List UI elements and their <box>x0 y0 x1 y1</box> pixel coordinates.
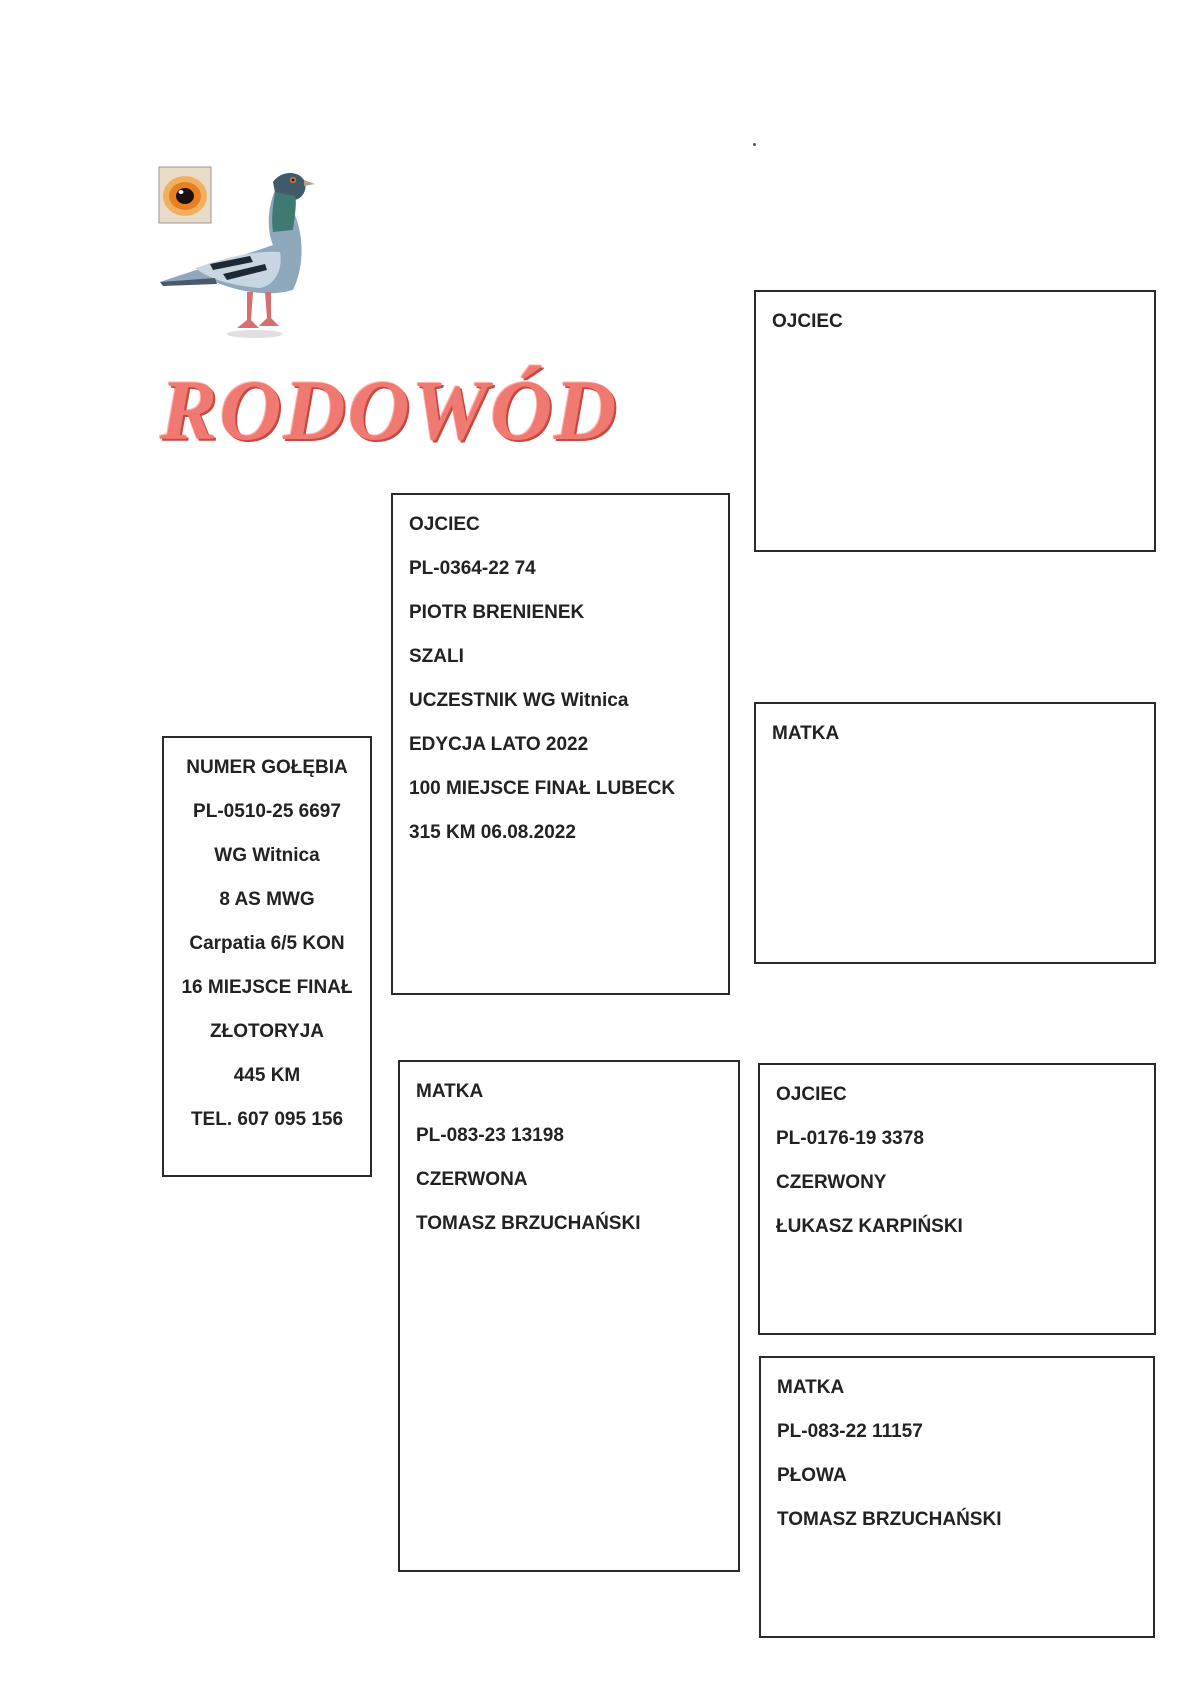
maternal-grandfather-box <box>758 1063 1156 1335</box>
father-heading: OJCIEC <box>409 514 480 535</box>
father-line: EDYCJA LATO 2022 <box>409 734 589 755</box>
mother-line: TOMASZ BRZUCHAŃSKI <box>416 1213 641 1234</box>
maternal-grandmother-box <box>759 1356 1155 1638</box>
maternal-grandfather-line: CZERWONY <box>776 1172 887 1193</box>
paternal-grandmother-heading: MATKA <box>772 723 840 744</box>
subject-line: Carpatia 6/5 KON <box>189 933 345 954</box>
page-title: RODOWÓD <box>160 362 619 458</box>
maternal-grandfather-line: ŁUKASZ KARPIŃSKI <box>776 1216 963 1237</box>
subject-pigeon-box <box>162 736 372 1177</box>
subject-ring-number: PL-0510-25 6697 <box>193 801 341 822</box>
subject-heading: NUMER GOŁĘBIA <box>186 757 348 778</box>
father-line: SZALI <box>409 646 464 667</box>
maternal-grandmother-line: PŁOWA <box>777 1465 847 1486</box>
subject-line: 8 AS MWG <box>219 889 315 910</box>
maternal-grandmother-ring-number: PL-083-22 11157 <box>777 1421 923 1442</box>
maternal-grandfather-ring-number: PL-0176-19 3378 <box>776 1128 924 1149</box>
subject-line: 445 KM <box>233 1065 301 1086</box>
paternal-grandfather-heading: OJCIEC <box>772 311 843 332</box>
subject-line: WG Witnica <box>214 845 320 866</box>
father-line: 315 KM 06.08.2022 <box>409 822 576 843</box>
subject-phone: TEL. 607 095 156 <box>190 1109 344 1130</box>
maternal-grandmother-heading: MATKA <box>777 1377 845 1398</box>
pigeon-logo <box>155 160 340 340</box>
paternal-grandfather-box <box>754 290 1156 552</box>
mother-ring-number: PL-083-23 13198 <box>416 1125 564 1146</box>
paternal-grandmother-box <box>754 702 1156 964</box>
father-line: PIOTR BRENIENEK <box>409 602 585 623</box>
father-ring-number: PL-0364-22 74 <box>409 558 536 579</box>
maternal-grandmother-line: TOMASZ BRZUCHAŃSKI <box>777 1509 1002 1530</box>
mother-heading: MATKA <box>416 1081 484 1102</box>
mother-box <box>398 1060 740 1572</box>
subject-line: ZŁOTORYJA <box>209 1021 324 1042</box>
father-box <box>391 493 730 995</box>
maternal-grandfather-heading: OJCIEC <box>776 1084 847 1105</box>
scan-speck <box>753 143 756 146</box>
father-line: UCZESTNIK WG Witnica <box>409 690 629 711</box>
father-line: 100 MIEJSCE FINAŁ LUBECK <box>409 778 676 799</box>
subject-line: 16 MIEJSCE FINAŁ <box>181 977 353 998</box>
mother-line: CZERWONA <box>416 1169 528 1190</box>
